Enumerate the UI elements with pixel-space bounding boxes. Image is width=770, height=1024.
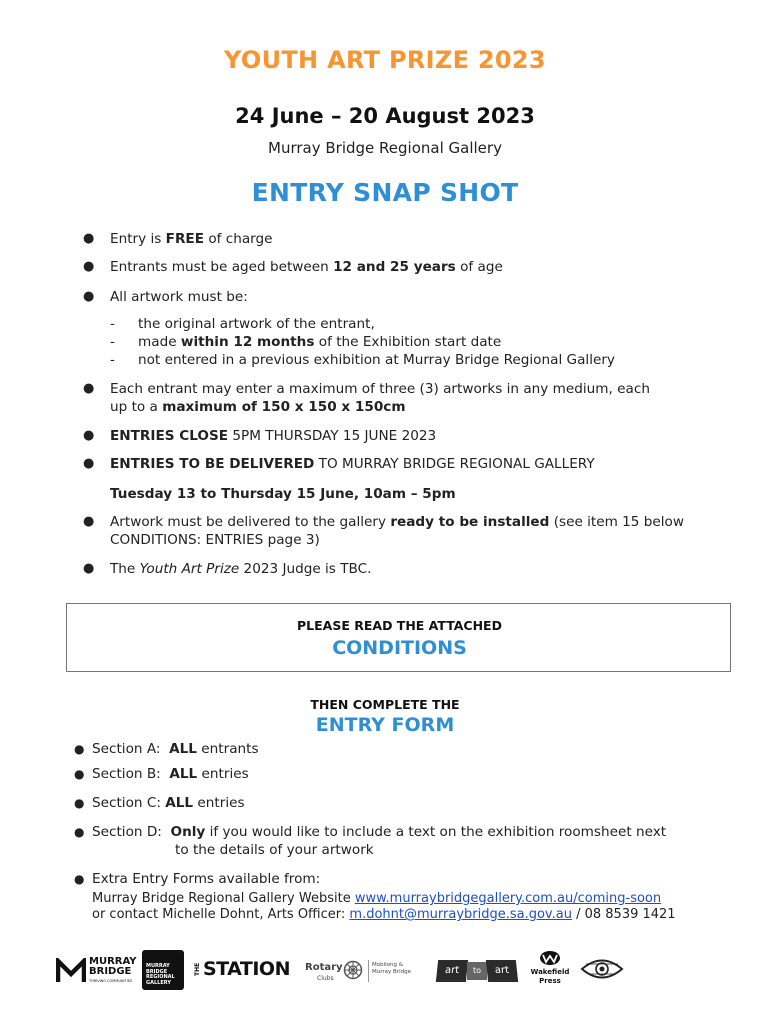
- section-label: Section A:: [92, 741, 170, 757]
- sub-item-text: made: [138, 334, 181, 350]
- bullet-text: Each entrant may enter a maximum of three (3) artworks in any medium, each: [110, 381, 650, 397]
- logo-text: BRIDGE: [146, 968, 168, 975]
- section-bold: Only: [170, 824, 206, 840]
- conditions-lead: PLEASE READ THE ATTACHED: [297, 618, 502, 633]
- section-title: ENTRY SNAP SHOT: [251, 178, 519, 207]
- sub-item-text: the original artwork of the entrant,: [138, 316, 375, 332]
- bullet-icon: ●: [83, 428, 95, 443]
- venue-name: Murray Bridge Regional Gallery: [268, 139, 502, 157]
- conditions-box: [66, 603, 731, 672]
- section-d-continuation: to the details of your artwork: [175, 842, 374, 858]
- logo-text: REGIONAL: [146, 974, 175, 980]
- section-label: Section B:: [92, 766, 170, 782]
- bullet-icon: ●: [83, 561, 95, 576]
- logo-text: art: [486, 960, 518, 982]
- bullet-text: Entry is: [110, 231, 166, 247]
- sponsor-logos: [0, 946, 770, 996]
- bullet-text: up to a: [110, 399, 163, 415]
- bullet-italic: Youth Art Prize: [139, 561, 240, 577]
- logo-text: Wakefield: [530, 968, 570, 976]
- dash-icon: -: [110, 352, 115, 368]
- logo-text: to: [467, 962, 487, 980]
- bullet-icon: ●: [83, 514, 95, 529]
- conditions-heading: CONDITIONS: [332, 637, 467, 659]
- section-text: entrants: [196, 741, 259, 757]
- the-station-logo: [194, 958, 298, 984]
- bullet-bold: ENTRIES CLOSE: [110, 428, 229, 444]
- dash-icon: -: [110, 334, 115, 350]
- extra-website-line: [92, 890, 661, 907]
- sub-item-text: of the Exhibition start date: [314, 334, 502, 350]
- extra-forms-heading: Extra Entry Forms available from:: [92, 871, 321, 887]
- bullet-text: TO MURRAY BRIDGE REGIONAL GALLERY: [314, 456, 595, 472]
- bullet-icon: ●: [74, 796, 85, 810]
- section-bold: ALL: [169, 741, 197, 757]
- bullet-age: [83, 258, 503, 276]
- logo-text: MURRAY: [146, 963, 170, 969]
- contact-label: or contact Michelle Dohnt, Arts Officer:: [92, 907, 350, 922]
- bullet-icon: ●: [83, 259, 95, 274]
- logo-text: GALLERY: [146, 979, 171, 986]
- logo-tagline: THRIVING COMMUNITIES: [89, 979, 133, 983]
- rotary-logo: [305, 960, 425, 986]
- entry-form-lead: THEN COMPLETE THE: [310, 697, 460, 712]
- bullet-text: The: [110, 561, 140, 577]
- logo-text: STATION: [203, 958, 290, 980]
- bullet-text: 5PM THURSDAY 15 JUNE 2023: [228, 428, 437, 444]
- bullet-judge: [83, 560, 372, 578]
- section-text: entries: [193, 795, 245, 811]
- bullet-artwork-rules: [83, 288, 248, 306]
- logo-text: Rotary: [305, 962, 343, 973]
- art-to-art-logo: [437, 958, 517, 984]
- extra-contact-line: [92, 906, 676, 923]
- contact-phone: / 08 8539 1421: [571, 907, 676, 922]
- bullet-bold: ready to be installed: [390, 514, 550, 530]
- bullet-icon: ●: [74, 872, 85, 886]
- logo-text: Press: [539, 977, 561, 985]
- bullet-icon: ●: [83, 456, 95, 471]
- bullet-text: Entrants must be aged between: [110, 259, 334, 275]
- exhibition-dates: 24 June – 20 August 2023: [235, 104, 535, 128]
- gallery-website-link[interactable]: www.murraybridgegallery.com.au/coming-soon: [354, 891, 662, 906]
- bullet-text: Artwork must be delivered to the gallery: [110, 514, 391, 530]
- bullet-delivery: [83, 455, 595, 473]
- logo-divider: [368, 960, 369, 982]
- murray-bridge-logo: [56, 956, 137, 986]
- page-title: YOUTH ART PRIZE 2023: [224, 46, 546, 74]
- bullet-text: 2023 Judge is TBC.: [239, 561, 372, 577]
- logo-text: MURRAY: [89, 956, 137, 967]
- section-b-item: [74, 765, 249, 783]
- bullet-icon: ●: [83, 289, 95, 304]
- bullet-text: (see item 15 below: [549, 514, 684, 530]
- section-c-item: [74, 794, 245, 812]
- bullet-bold: ENTRIES TO BE DELIVERED: [110, 456, 315, 472]
- delivery-dates: Tuesday 13 to Thursday 15 June, 10am – 5pm: [110, 486, 456, 502]
- wakefield-w-icon: [539, 950, 561, 966]
- section-d-item: [74, 823, 667, 841]
- bullet-text: of charge: [204, 231, 273, 247]
- bullet-entries-close: [83, 427, 437, 445]
- bullet-icon: ●: [74, 767, 85, 781]
- logo-text: Murray Bridge: [372, 969, 411, 975]
- sub-item-text: not entered in a previous exhibition at Murray Bridge Regional Gallery: [138, 352, 615, 368]
- section-a-item: [74, 740, 259, 758]
- bullet-bold: FREE: [165, 231, 204, 247]
- bullet-entry-free: [83, 230, 273, 248]
- bullet-icon: ●: [83, 381, 95, 396]
- murray-bridge-m-icon: [56, 958, 86, 984]
- bullet-bold: maximum of 150 x 150 x 150cm: [162, 399, 406, 415]
- entry-form-heading: ENTRY FORM: [315, 714, 455, 736]
- bullet-icon: ●: [74, 742, 85, 756]
- website-label: Murray Bridge Regional Gallery Website: [92, 891, 355, 906]
- section-text: entries: [197, 766, 249, 782]
- rotary-wheel-icon: [343, 960, 363, 980]
- logo-text: Mobilong &: [372, 962, 404, 968]
- section-bold: ALL: [165, 795, 194, 811]
- logo-text: art: [436, 960, 468, 982]
- logo-text: THE: [194, 962, 201, 976]
- eye-emblem-logo: [580, 954, 624, 986]
- sub-item-original: [110, 315, 375, 333]
- eye-icon: [580, 954, 624, 984]
- bullet-bold: 12 and 25 years: [333, 259, 456, 275]
- dash-icon: -: [110, 316, 115, 332]
- extra-forms-item: [74, 870, 321, 888]
- sub-item-12-months: [110, 333, 502, 351]
- bullet-ready-to-install: [83, 513, 684, 549]
- sub-item-bold: within 12 months: [180, 334, 315, 350]
- contact-email-link[interactable]: m.dohnt@murraybridge.sa.gov.au: [349, 907, 572, 922]
- section-bold: ALL: [169, 766, 198, 782]
- wakefield-press-logo: [528, 950, 572, 994]
- section-label: Section D:: [92, 824, 171, 840]
- logo-text: Clubs: [317, 975, 334, 982]
- regional-gallery-logo: [142, 950, 184, 990]
- bullet-max-artworks: [83, 380, 650, 416]
- section-label: Section C:: [92, 795, 166, 811]
- bullet-icon: ●: [83, 231, 95, 246]
- bullet-text: CONDITIONS: ENTRIES page 3): [110, 532, 320, 548]
- logo-text: BRIDGE: [89, 966, 132, 977]
- sub-item-not-previous: [110, 351, 615, 369]
- section-text: if you would like to include a text on the exhibition roomsheet next: [205, 824, 667, 840]
- bullet-text: All artwork must be:: [110, 289, 248, 305]
- bullet-icon: ●: [74, 825, 85, 839]
- bullet-text: of age: [455, 259, 503, 275]
